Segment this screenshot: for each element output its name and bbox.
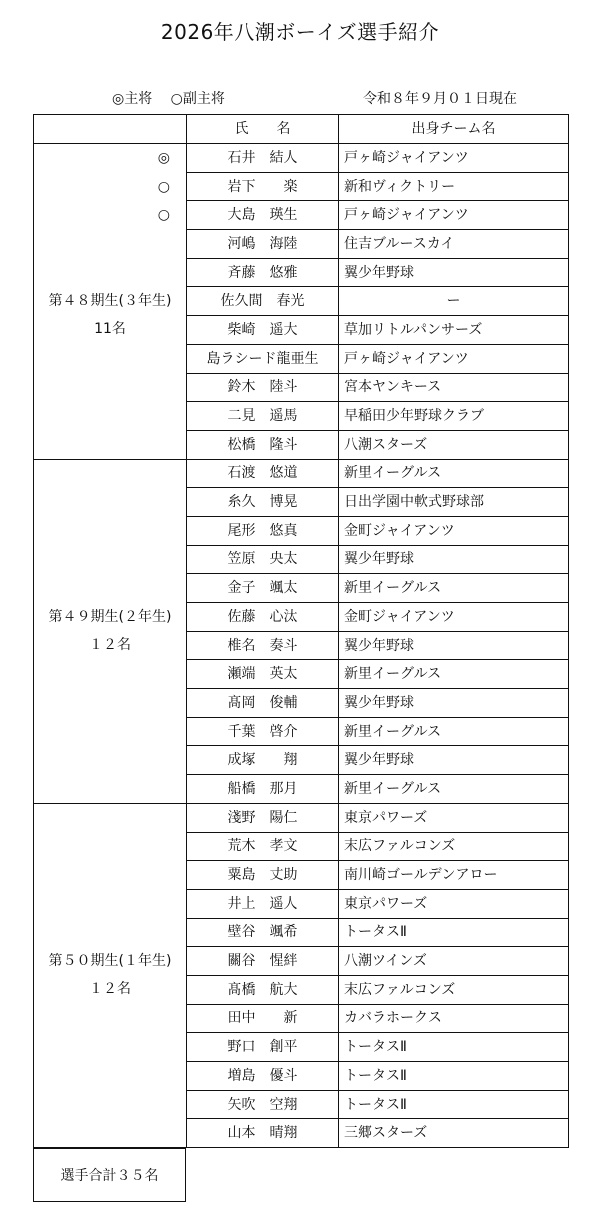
role-mark	[34, 574, 187, 603]
table-row	[34, 574, 569, 603]
player-name: 髙岡 俊輔	[187, 689, 339, 718]
former-team: 戸ヶ崎ジャイアンツ	[339, 144, 569, 173]
role-mark	[34, 717, 187, 746]
former-team: 八潮スターズ	[339, 430, 569, 459]
former-team: 戸ヶ崎ジャイアンツ	[339, 344, 569, 373]
role-mark	[34, 861, 187, 890]
player-name: 瀬端 英太	[187, 660, 339, 689]
table-row	[34, 201, 569, 230]
table-row	[34, 861, 569, 890]
former-team: 戸ヶ崎ジャイアンツ	[339, 201, 569, 230]
group-label: 第４８期生(３年生)	[48, 292, 172, 309]
role-mark	[34, 344, 187, 373]
former-team: 日出学園中軟式野球部	[339, 488, 569, 517]
table-row	[34, 402, 569, 431]
role-mark: ◎	[34, 144, 187, 173]
player-name: 矢吹 空翔	[187, 1090, 339, 1119]
group-label-cell	[34, 603, 187, 653]
group-column-header	[34, 115, 187, 144]
group-label: 第５０期生(１年生)	[48, 952, 172, 969]
name-column-header: 氏 名	[187, 115, 339, 144]
role-mark	[34, 746, 187, 775]
table-row	[34, 1062, 569, 1091]
former-team: 末広ファルコンズ	[339, 975, 569, 1004]
former-team: 新里イーグルス	[339, 660, 569, 689]
player-name: 佐久間 春光	[187, 287, 339, 316]
page-title: 2026年八潮ボーイズ選手紹介	[160, 20, 440, 44]
player-name: 島ラシード龍亜生	[187, 344, 339, 373]
roster-table	[33, 114, 569, 1148]
table-row	[34, 803, 569, 832]
table-row	[34, 746, 569, 775]
player-name: 田中 新	[187, 1004, 339, 1033]
captain-legend: ◎主将	[112, 91, 153, 107]
former-team: 翼少年野球	[339, 631, 569, 660]
former-team: 三郷スターズ	[339, 1119, 569, 1148]
role-mark: ○	[34, 172, 187, 201]
group-count: 11名	[94, 320, 126, 337]
table-row	[34, 258, 569, 287]
player-name: 山本 晴翔	[187, 1119, 339, 1148]
player-name: 野口 創平	[187, 1033, 339, 1062]
table-row	[34, 516, 569, 545]
group-count: １２名	[89, 980, 131, 997]
role-mark	[34, 889, 187, 918]
role-mark	[34, 258, 187, 287]
table-row	[34, 689, 569, 718]
vice-captain-legend: ○副主将	[170, 91, 225, 107]
role-mark	[34, 1119, 187, 1148]
table-row	[34, 918, 569, 947]
role-mark	[34, 775, 187, 804]
player-name: 二見 遥馬	[187, 402, 339, 431]
former-team: 翼少年野球	[339, 689, 569, 718]
player-name: 糸久 博晃	[187, 488, 339, 517]
former-team: 翼少年野球	[339, 746, 569, 775]
player-name: 石渡 悠道	[187, 459, 339, 488]
player-name: 淺野 陽仁	[187, 803, 339, 832]
player-name: 成塚 翔	[187, 746, 339, 775]
role-mark	[34, 1062, 187, 1091]
table-row	[34, 287, 569, 316]
former-team: 八潮ツインズ	[339, 947, 569, 976]
former-team: 金町ジャイアンツ	[339, 603, 569, 632]
player-name: 尾形 悠真	[187, 516, 339, 545]
table-row	[34, 1004, 569, 1033]
group-label: 第４９期生(２年生)	[48, 608, 172, 625]
table-row	[34, 545, 569, 574]
role-mark	[34, 516, 187, 545]
roster-body	[34, 144, 569, 1148]
table-row	[34, 947, 569, 976]
former-team: カバラホークス	[339, 1004, 569, 1033]
former-team: 東京パワーズ	[339, 889, 569, 918]
role-mark	[34, 373, 187, 402]
player-name: 髙橋 航大	[187, 975, 339, 1004]
former-team: 翼少年野球	[339, 258, 569, 287]
role-mark	[34, 488, 187, 517]
table-row	[34, 660, 569, 689]
role-mark	[34, 689, 187, 718]
former-team: トータスⅡ	[339, 1033, 569, 1062]
table-row	[34, 832, 569, 861]
total-count: 選手合計３５名	[33, 1148, 186, 1202]
role-mark	[34, 918, 187, 947]
former-team: 新里イーグルス	[339, 459, 569, 488]
player-name: 大島 瑛生	[187, 201, 339, 230]
role-mark	[34, 1004, 187, 1033]
player-name: 金子 颯太	[187, 574, 339, 603]
player-name: 井上 遥人	[187, 889, 339, 918]
table-row	[34, 459, 569, 488]
table-row	[34, 230, 569, 259]
role-mark	[34, 803, 187, 832]
table-row	[34, 775, 569, 804]
former-team: 末広ファルコンズ	[339, 832, 569, 861]
as-of-date: 令和８年９月０１日現在	[363, 91, 517, 107]
former-team: 新里イーグルス	[339, 574, 569, 603]
table-row	[34, 1033, 569, 1062]
former-team: 住吉ブルースカイ	[339, 230, 569, 259]
player-name: 笠原 央太	[187, 545, 339, 574]
player-name: 石井 結人	[187, 144, 339, 173]
player-name: 船橋 那月	[187, 775, 339, 804]
former-team: 東京パワーズ	[339, 803, 569, 832]
player-name: 河嶋 海陸	[187, 230, 339, 259]
group-label-cell	[34, 947, 187, 997]
player-name: 柴崎 遥大	[187, 316, 339, 345]
role-mark	[34, 832, 187, 861]
role-mark	[34, 545, 187, 574]
group-count: １２名	[89, 636, 131, 653]
role-mark	[34, 430, 187, 459]
table-row	[34, 344, 569, 373]
table-row	[34, 1090, 569, 1119]
former-team: 草加リトルパンサーズ	[339, 316, 569, 345]
table-row	[34, 144, 569, 173]
role-legend	[112, 88, 225, 108]
player-name: 粟島 丈助	[187, 861, 339, 890]
player-name: 關谷 惺絆	[187, 947, 339, 976]
former-team: 翼少年野球	[339, 545, 569, 574]
player-name: 千葉 啓介	[187, 717, 339, 746]
player-name: 鈴木 陸斗	[187, 373, 339, 402]
former-team: 早稲田少年野球クラブ	[339, 402, 569, 431]
former-team: 宮本ヤンキース	[339, 373, 569, 402]
group-label-cell	[34, 287, 187, 337]
former-team: トータスⅡ	[339, 1090, 569, 1119]
player-name: 斉藤 悠雅	[187, 258, 339, 287]
table-row	[34, 172, 569, 201]
role-mark	[34, 660, 187, 689]
table-row	[34, 373, 569, 402]
table-header-row	[34, 115, 569, 144]
former-team: 新里イーグルス	[339, 775, 569, 804]
table-row	[34, 717, 569, 746]
former-team: トータスⅡ	[339, 1062, 569, 1091]
former-team: 南川崎ゴールデンアロー	[339, 861, 569, 890]
role-mark	[34, 402, 187, 431]
table-row	[34, 1119, 569, 1148]
role-mark	[34, 459, 187, 488]
table-row	[34, 889, 569, 918]
player-name: 佐藤 心汰	[187, 603, 339, 632]
role-mark	[34, 1033, 187, 1062]
former-team: トータスⅡ	[339, 918, 569, 947]
role-mark: ○	[34, 201, 187, 230]
player-name: 松橋 隆斗	[187, 430, 339, 459]
former-team: 新和ヴィクトリー	[339, 172, 569, 201]
table-row	[34, 430, 569, 459]
former-team: ー	[339, 287, 569, 316]
player-name: 壁谷 颯希	[187, 918, 339, 947]
player-name: 増島 優斗	[187, 1062, 339, 1091]
player-name: 荒木 孝文	[187, 832, 339, 861]
role-mark	[34, 1090, 187, 1119]
former-team: 新里イーグルス	[339, 717, 569, 746]
table-row	[34, 488, 569, 517]
former-team: 金町ジャイアンツ	[339, 516, 569, 545]
table-row	[34, 603, 569, 632]
team-column-header: 出身チーム名	[339, 115, 569, 144]
player-name: 椎名 奏斗	[187, 631, 339, 660]
player-name: 岩下 楽	[187, 172, 339, 201]
role-mark	[34, 230, 187, 259]
